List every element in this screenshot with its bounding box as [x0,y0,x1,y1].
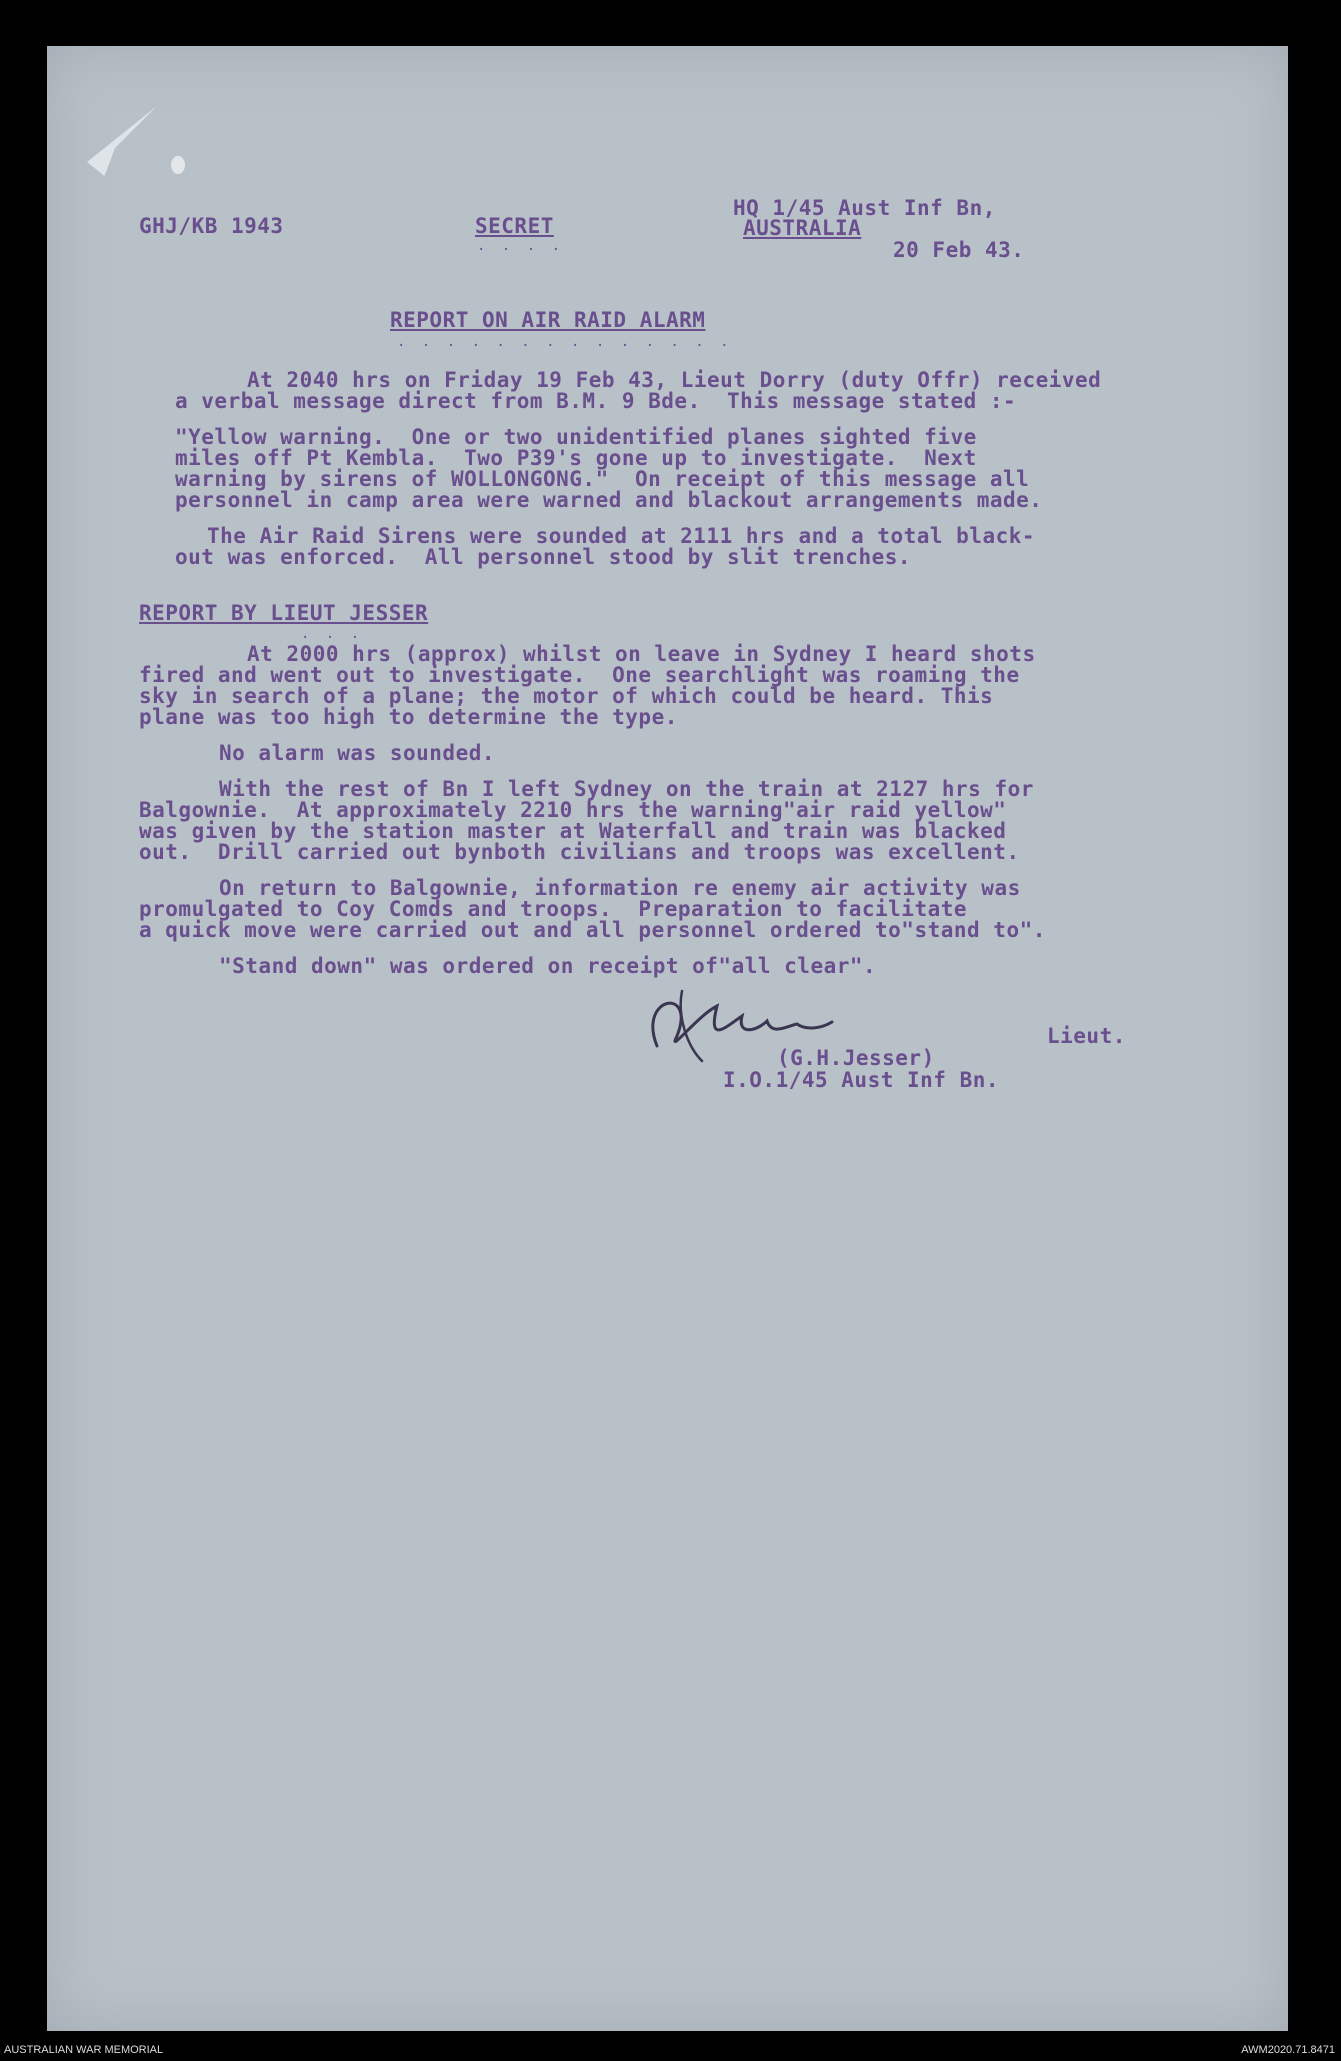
dot-leader: . . . . [477,238,565,254]
text-line: out was enforced. All personnel stood by slit trenches. [175,545,912,569]
text-line: promulgated to Coy Comds and troops. Preparation to facilitate [139,897,968,921]
signatory-appointment: I.O.1/45 Aust Inf Bn. [723,1068,1000,1092]
text-line: was given by the station master at Waterfall and train was blacked [139,819,1007,843]
reference-number: GHJ/KB 1943 [139,214,284,238]
unit-address-line2: AUSTRALIA [743,216,862,240]
document-page [47,46,1288,2031]
text-line: warning by sirens of WOLLONGONG." On receipt of this message all [175,467,1030,491]
text-line: The Air Raid Sirens were sounded at 2111 hrs and a total black- [207,524,1036,548]
text-line: "Yellow warning. One or two unidentified planes sighted five [175,425,977,449]
dot-leader: . . . [301,626,364,642]
text-line: "Stand down" was ordered on receipt of"all clear". [219,954,877,978]
text-line: personnel in camp area were warned and blackout arrangements made. [175,488,1043,512]
text-line: At 2000 hrs (approx) whilst on leave in Sydney I heard shots [247,642,1036,666]
footer-accession-number: AWM2020.71.8471 [1241,2044,1335,2056]
text-line: plane was too high to determine the type. [139,705,678,729]
text-line: out. Drill carried out bynboth civilians and troops was excellent. [139,840,1020,864]
dot-leader: . . . . . . . . . . . . . . [397,334,733,350]
punch-hole [171,156,185,174]
text-line: On return to Balgownie, information re enemy air activity was [219,876,1021,900]
text-line: No alarm was sounded. [219,741,496,765]
section-heading: REPORT BY LIEUT JESSER [139,601,429,625]
signatory-name: (G.H.Jesser) [777,1046,935,1070]
text-line: a verbal message direct from B.M. 9 Bde. This message stated :- [175,389,1017,413]
report-date: 20 Feb 43. [893,238,1025,262]
footer-archive-name: AUSTRALIAN WAR MEMORIAL [4,2044,164,2056]
text-line: sky in search of a plane; the motor of which could be heard. This [139,684,994,708]
text-line: miles off Pt Kembla. Two P39's gone up to investigate. Next [175,446,977,470]
text-line: At 2040 hrs on Friday 19 Feb 43, Lieut Dorry (duty Offr) received [247,368,1102,392]
text-line: a quick move were carried out and all personnel ordered to"stand to". [139,918,1046,942]
report-title: REPORT ON AIR RAID ALARM [390,308,706,332]
signatory-rank: Lieut. [1047,1024,1126,1048]
unit-address-line1: HQ 1/45 Aust Inf Bn, [733,196,996,220]
text-line: With the rest of Bn I left Sydney on the train at 2127 hrs for [219,777,1034,801]
torn-corner [87,106,157,176]
text-line: Balgownie. At approximately 2210 hrs the warning"air raid yellow" [139,798,1007,822]
text-line: fired and went out to investigate. One searchlight was roaming the [139,663,1020,687]
classification: SECRET [475,214,554,238]
